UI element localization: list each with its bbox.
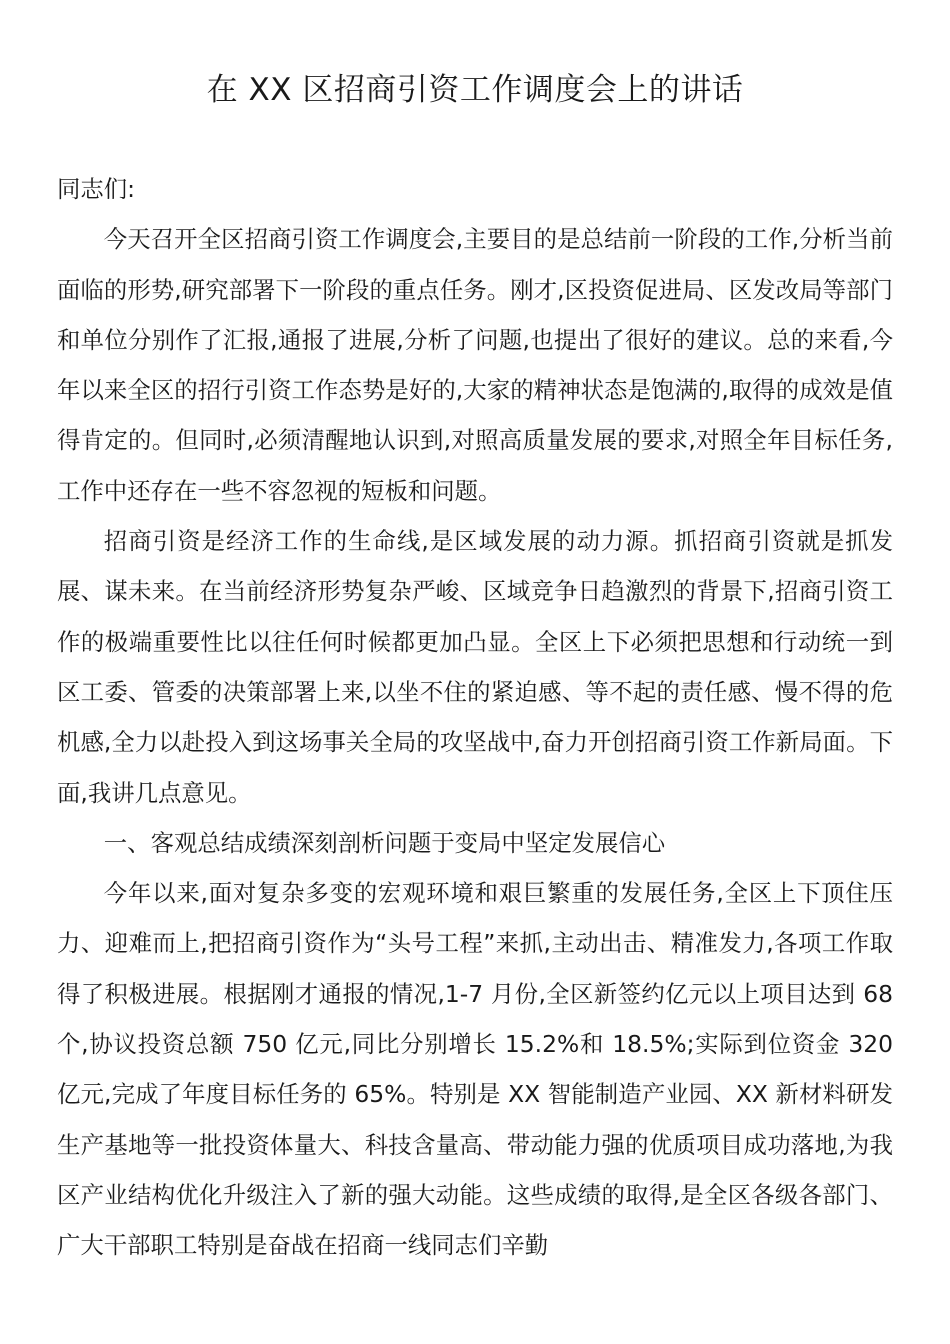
salutation: 同志们:: [57, 175, 136, 203]
section-heading-1: 一、客观总结成绩深刻剖析问题于变局中坚定发展信心: [103, 828, 666, 857]
paragraph-2: 招商引资是经济工作的生命线,是区域发展的动力源。抓招商引资就是抓发展、谋未来。在当前经济形势复杂严峻、区域竞争日趋激烈的背景下,招商引资工作的极端重要性比以往任何时候都更加凸显。全区上下必须把思想和行动统一到区工委、管委的决策部署上来,以坐不住的紧迫感、等不起的责任感、慢不得的危机感,全力以赴投入到这场事关全局的攻坚战中,奋力开创招商引资工作新局面。下面,我讲几点意见。: [57, 527, 893, 807]
paragraph-1: 今天召开全区招商引资工作调度会,主要目的是总结前一阶段的工作,分析当前面临的形势,研究部署下一阶段的重点任务。刚才,区投资促进局、区发改局等部门和单位分别作了汇报,通报了进展,分析了问题,也提出了很好的建议。总的来看,今年以来全区的招行引资工作态势是好的,大家的精神状态是饱满的,取得的成效是值得肯定的。但同时,必须清醒地认识到,对照高质量发展的要求,对照全年目标任务,工作中还存在一些不容忽视的短板和问题。: [57, 225, 893, 505]
paragraph-3: 今年以来,面对复杂多变的宏观环境和艰巨繁重的发展任务,全区上下顶住压力、迎难而上,把招商引资作为“头号工程”来抓,主动出击、精准发力,各项工作取得了积极进展。根据刚才通报的情况,1-7 月份,全区新签约亿元以上项目达到 68 个,协议投资总额 750 亿元,同比分别增长 15.2%和 18.5%;实际到位资金 320 亿元,完成了年度目标任务的 65%。特别是 XX 智能制造产业园、XX 新材料研发生产基地等一批投资体量大、科技含量高、带动能力强的优质项目成功落地,为我区产业结构优化升级注入了新的强大动能。这些成绩的取得,是全区各级各部门、广大干部职工特别是奋战在招商一线同志们辛勤: [57, 879, 893, 1260]
document-body: [57, 164, 893, 1271]
document-title: 在 XX 区招商引资工作调度会上的讲话: [206, 72, 744, 108]
